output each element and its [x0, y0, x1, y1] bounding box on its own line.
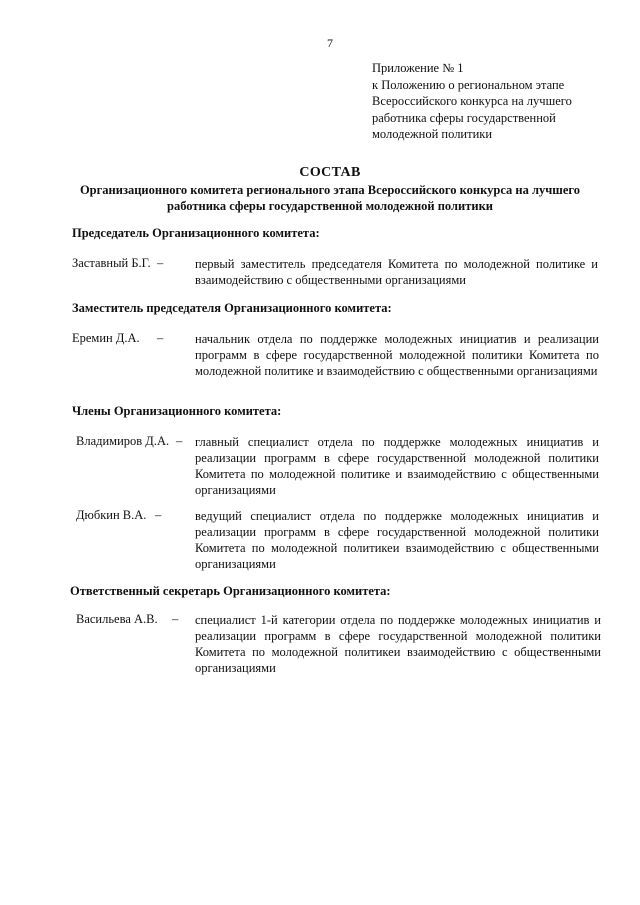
member-description: начальник отдела по поддержке молодежных инициатив и реализации программ в сфере государственной молодежной политики Комитета по молодежной политике и взаимодействию с общественными организациями [195, 332, 599, 378]
member-name: Еремин Д.А. [72, 331, 140, 345]
member-dash: – [157, 331, 164, 345]
member-name: Владимиров Д.А. [76, 434, 170, 448]
member-description: главный специалист отдела по поддержке молодежных инициатив и реализации программ в сфере государственной молодежной политики Комитета по молодежной политике и взаимодействию с общественными организациями [195, 435, 599, 497]
member-name: Васильева А.В. [76, 612, 158, 626]
subtitle-line: работника сферы государственной молодежной политики [167, 199, 493, 213]
section-heading-chairman: Председатель Организационного комитета: [72, 226, 320, 240]
member-dash: – [176, 434, 183, 448]
member-dash: – [172, 612, 179, 626]
appendix-note [372, 60, 622, 143]
member-description: ведущий специалист отдела по поддержке молодежных инициатив и реализации программ в сфере государственной молодежной политики Комитета по молодежной политикеи взаимодействию с общественными организациями [195, 509, 599, 571]
page-number: 7 [327, 36, 333, 50]
member-dash: – [157, 256, 164, 270]
member-name: Дюбкин В.А. [76, 508, 147, 522]
section-heading-secretary: Ответственный секретарь Организационного комитета: [70, 584, 391, 598]
member-name: Заставный Б.Г. [72, 256, 151, 270]
document-title: СОСТАВ [299, 165, 361, 180]
appendix-line: работника сферы государственной [372, 110, 556, 125]
appendix-line: молодежной политики [372, 127, 493, 141]
member-description: первый заместитель председателя Комитета по молодежной политике и взаимодействию с общественными организациями [195, 257, 598, 287]
section-heading-deputy: Заместитель председателя Организационного комитета: [72, 301, 392, 315]
appendix-line: к Положению о региональном этапе [372, 77, 565, 92]
appendix-line: Приложение № 1 [372, 61, 464, 75]
appendix-line: Всероссийского конкурса на лучшего [372, 94, 572, 108]
subtitle-line: Организационного комитета регионального этапа Всероссийского конкурса на лучшего [79, 183, 581, 197]
member-dash: – [155, 508, 162, 522]
member-description: специалист 1-й категории отдела по поддержке молодежных инициатив и реализации программ в сфере государственной молодежной политики Комитета по молодежной политикеи взаимодействию с общественными организациями [195, 613, 601, 675]
document-subtitle [60, 182, 600, 214]
section-heading-members: Члены Организационного комитета: [72, 404, 282, 418]
